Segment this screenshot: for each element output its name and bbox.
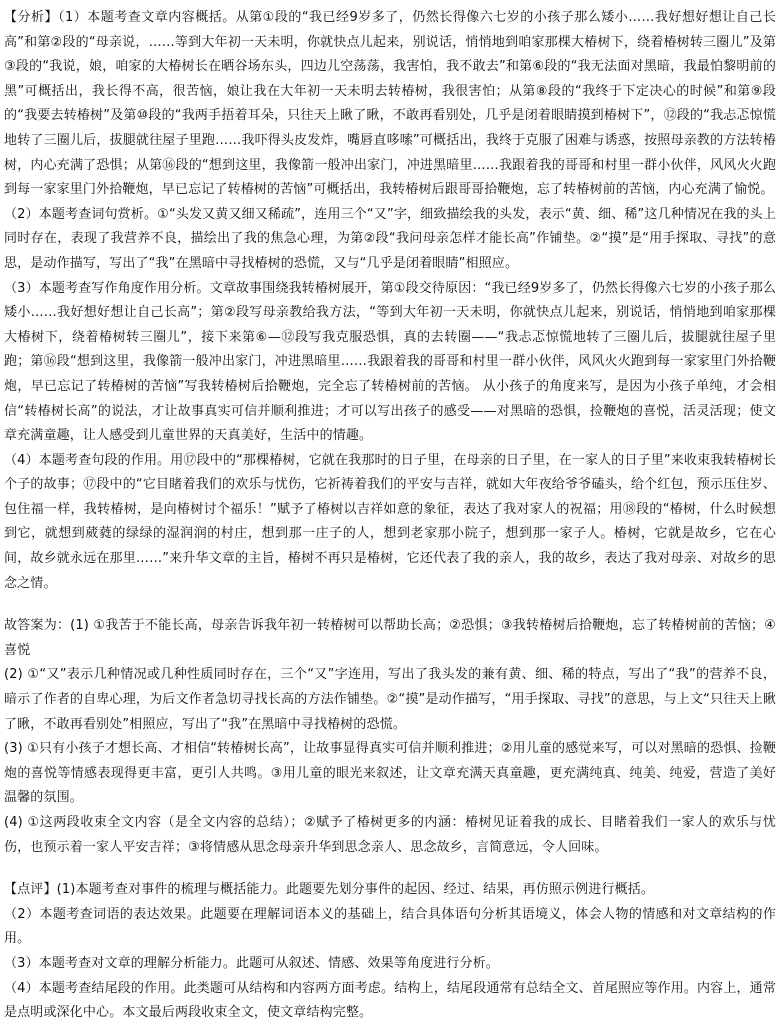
comment-paragraph-1: 【点评】(1)本题考查对事件的梳理与概括能力。此题要先划分事件的起因、经过、结果，再仿照示例进行概括。 [4, 882, 655, 898]
analysis-paragraph-1: 【分析】（1）本题考查文章内容概括。从第①段的“我已经9岁多了，仍然长得像六七岁的小孩子那么矮小……我好想好想让自己长高”和第②段的“母亲说，……等到大年初一天未明，你就快点儿起来，别说话，悄悄地到咱家那棵大椿树下，绕着椿树转三圈儿”及第③段的“我说，娘，咱家的大椿树长在晒谷场东头，四边儿空荡荡，我害怕，我不敢去”和第⑥段的“我无法面对黑暗，我最怕黎明前的黑”可概括出，我长得不高，很苦恼，娘让我在大年初一天未明去转椿树，我很害怕；从第⑧段的“我终于下定决心的时候”和第⑨段的“我要去转椿树”及第⑩段的“我两手捂着耳朵，只往天上瞅了瞅，不敢再看别处，几乎是闭着眼睛摸到椿树下”，⑫段的“我忐忑惊慌地转了三圈儿后，拔腿就往屋子里跑……我吓得头皮发炸，嘴唇直哆嗦”可概括出，我终于克服了困难与诱惑，按照母亲教的方法转椿树，内心充满了恐惧；从第⑯段的“想到这里，我像箭一般冲出家门，冲进黑暗里……我跟着我的哥哥和村里一群小伙伴，风风火火跑到每一家家里门外拾鞭炮，早已忘记了转椿树的苦恼”可概括出，我转椿树后跟哥哥拾鞭炮，忘了转椿树前的苦恼，内心充满了愉悦。 [4, 10, 776, 198]
analysis-paragraph-4: （4）本题考查句段的作用。用⑰段中的“那棵椿树，它就在我那时的日子里，在母亲的日子里，在一家人的日子里”来收束我转椿树长个子的故事；⑰段中的“它目睹着我们的欢乐与忧伤，它祈祷着我们的平安与吉祥，就如大年夜给爷爷磕头，给个红包，预示压住岁、包住福一样，我转椿树，是向椿树讨个福乐！”赋予了椿树以吉祥如意的象征，表达了我对家人的祝福；用⑱段的“椿树，什么时候想到它，就想到葳蕤的绿绿的湿润润的村庄，想到那一庄子的人，想到老家那小院子，想到那一家子人。椿树，它就是故乡，它在心间，故乡就永远在那里……”来升华文章的主旨，椿树不再只是椿树，它还代表了我的亲人，我的故乡，表达了我对母亲、对故乡的思念之情。 [4, 452, 776, 591]
comment-paragraph-3: （3）本题考查对文章的理解分析能力。此题可从叙述、情感、效果等角度进行分析。 [4, 955, 499, 971]
answer-section [4, 614, 776, 860]
analysis-paragraph-2: （2）本题考查词句赏析。①“头发又黄又细又稀疏”，连用三个“又”字，细致描绘我的头发，表示“黄、细、稀”这几种情况在我的头上同时存在，表现了我营养不良，描绘出了我的焦急心理，为第②段“我问母亲怎样才能长高”作铺垫。②“摸”是“用手探取、寻找”的意思，是动作描写，写出了“我”在黑暗中寻找椿树的恐慌，又与“几乎是闭着眼睛”相照应。 [4, 206, 776, 271]
answer-paragraph-3: (3) ①只有小孩子才想长高、才相信“转椿树长高”，让故事显得真实可信并顺利推进；②用儿童的感觉来写，可以对黑暗的恐惧、捡鞭炮的喜悦等情感表现得更丰富，更引人共鸣。③用儿童的眼光来叙述，让文章充满天真童趣，更充满纯真、纯美、纯爱，营造了美好温馨的氛围。 [4, 741, 776, 806]
comment-paragraph-2: （2）本题考查词语的表达效果。此题要在理解词语本义的基础上，结合具体语句分析其语境义，体会人物的情感和对文章结构的作用。 [4, 906, 776, 947]
section-gap [4, 860, 776, 878]
comment-paragraph-4: （4）本题考查结尾段的作用。此类题可从结构和内容两方面考虑。结构上，结尾段通常有总结全文、首尾照应等作用。内容上，通常是点明或深化中心。本文最后两段收束全文，使文章结构完整。 [4, 980, 776, 1021]
section-gap [4, 596, 776, 614]
comment-section [4, 878, 776, 1026]
answer-paragraph-1: 故答案为：(1) ①我苦于不能长高，母亲告诉我年初一转椿树可以帮助长高；②恐惧；③我转椿树后拾鞭炮，忘了转椿树前的苦恼；④喜悦 [4, 618, 776, 658]
answer-paragraph-2: (2) ①“又”表示几种情况或几种性质同时存在，三个“又”字连用，写出了我头发的兼有黄、细、稀的特点，写出了“我”的营养不良，暗示了作者的自卑心理，为后文作者急切寻找长高的方法作铺垫。②“摸”是动作描写，“用手探取、寻找”的意思，与上文“只往天上瞅了瞅，不敢再看别处”相照应，写出了“我”在黑暗中寻找椿树的恐慌。 [4, 667, 776, 732]
analysis-paragraph-3: （3）本题考查写作角度作用分析。文章故事围绕我转椿树展开，第①段交待原因：“我已经9岁多了，仍然长得像六七岁的小孩子那么矮小……我好想好想让自己长高”；第②段写母亲教给我方法，“等到大年初一天未明，你就快点儿起来，别说话，悄悄地到咱家那棵大椿树下，绕着椿树转三圈儿”，接下来第⑥—⑫段写我克服恐惧，真的去转圈——“我忐忑惊慌地转了三圈儿后，拔腿就往屋子里跑；第⑯段“想到这里，我像箭一般冲出家门，冲进黑暗里……我跟着我的哥哥和村里一群小伙伴，风风火火跑到每一家家里门外拾鞭炮，早已忘记了转椿树的苦恼”写我转椿树后拾鞭炮，完全忘了转椿树前的苦恼。 从小孩子的角度来写，是因为小孩子单纯，才会相信“转椿树长高”的说法，才让故事真实可信并顺利推进；才可以写出孩子的感受——对黑暗的恐惧，捡鞭炮的喜悦，活灵活现；使文章充满童趣，让人感受到儿童世界的天真美好，生活中的情趣。 [4, 280, 776, 444]
answer-paragraph-4: (4) ①这两段收束全文内容（是全文内容的总结）；②赋予了椿树更多的内涵：椿树见证着我的成长、目睹着我们一家人的欢乐与忧伤，也预示着一家人平安吉祥；③将情感从思念母亲升华到思念亲人、思念故乡，言简意远，令人回味。 [4, 815, 776, 855]
analysis-section [4, 6, 776, 596]
